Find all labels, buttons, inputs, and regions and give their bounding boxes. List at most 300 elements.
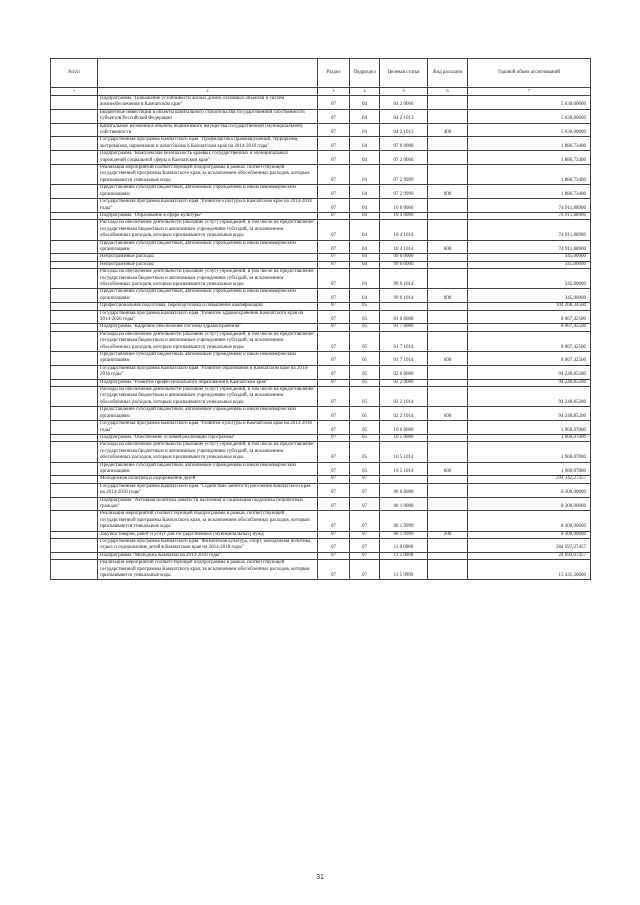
cell-name: Государственная программа Камчатского края "Развитие культуры в Камчатском крае на 2014-2018 годы" [98, 199, 318, 213]
cell-annual-volume: 74 911,88900 [468, 240, 591, 254]
cell-num [51, 199, 98, 213]
cell-target-article: 04 2 0000 [380, 96, 428, 110]
cell-podrazdel: 05 [350, 421, 380, 435]
table-row [51, 310, 591, 324]
cell-podrazdel: 05 [350, 434, 380, 441]
cell-num [51, 269, 98, 289]
cell-expense-type [428, 497, 468, 511]
cell-podrazdel: 07 [350, 539, 380, 553]
cell-name: Молодежная политика и оздоровление детей [98, 476, 318, 483]
cell-podrazdel: 07 [350, 511, 380, 531]
cell-name: Предоставление субсидий бюджетным, автономным учреждениям и иным некоммерческим организациям [98, 240, 318, 254]
table-row [51, 303, 591, 310]
cell-podrazdel: 04 [350, 109, 380, 123]
cell-podrazdel: 04 [350, 199, 380, 213]
table-row [51, 497, 591, 511]
cell-annual-volume: 8 300,00000 [468, 511, 591, 531]
table-row [51, 552, 591, 559]
cell-num [51, 240, 98, 254]
table-row [51, 462, 591, 476]
cell-razdel: 07 [318, 240, 350, 254]
cell-annual-volume: 1 886,73400 [468, 151, 591, 165]
cell-num [51, 165, 98, 185]
cell-target-article: 01 0 0000 [380, 310, 428, 324]
cell-num [51, 476, 98, 483]
cell-razdel: 07 [318, 387, 350, 407]
table-row [51, 387, 591, 407]
cell-expense-type [428, 199, 468, 213]
cell-razdel: 07 [318, 434, 350, 441]
cell-name: Предоставление субсидий бюджетным, автономным учреждениям и иным некоммерческим организациям [98, 352, 318, 366]
cell-podrazdel: 04 [350, 137, 380, 151]
cell-expense-type [428, 483, 468, 497]
cell-name: Расходы на обеспечение деятельности (оказание услуг) учреждений, в том числе на предоставление государственным бюджетным и автономным учреждениям субсидий, за исключением обособленных расходов, которым присваиваются уникальные коды [98, 220, 318, 240]
cell-podrazdel: 04 [350, 261, 380, 268]
table-row [51, 109, 591, 123]
cell-razdel: 07 [318, 476, 350, 483]
cell-num [51, 434, 98, 441]
cell-name: Непрограммные расходы [98, 254, 318, 261]
cell-num [51, 379, 98, 386]
column-number: 4 [350, 88, 380, 96]
cell-razdel: 07 [318, 212, 350, 219]
cell-num [51, 324, 98, 331]
cell-podrazdel: 07 [350, 531, 380, 538]
cell-podrazdel: 05 [350, 331, 380, 351]
cell-annual-volume: 1 960,07000 [468, 434, 591, 441]
cell-name: Подпрограмма "Кадровое обеспечение системы здравоохранения" [98, 324, 318, 331]
cell-razdel: 07 [318, 310, 350, 324]
cell-target-article: 07 2 0000 [380, 151, 428, 165]
cell-num [51, 261, 98, 268]
cell-name: Подпрограмма "Развитие профессионального образования в Камчатском крае" [98, 379, 318, 386]
cell-expense-type [428, 151, 468, 165]
table-row [51, 511, 591, 531]
cell-num [51, 289, 98, 303]
document-page [50, 58, 590, 580]
table-row [51, 254, 591, 261]
cell-target-article: 99 0 1014 [380, 289, 428, 303]
cell-num [51, 96, 98, 110]
cell-annual-volume: 345,00000 [468, 289, 591, 303]
cell-annual-volume: 104 268,34500 [468, 303, 591, 310]
cell-name: Реализация мероприятий соответствующей подпрограммы в рамках соответствующей государственной программы Камчатского края, за исключением обособленных расходов, которым присваиваются уникальные коды [98, 560, 318, 580]
cell-razdel: 07 [318, 220, 350, 240]
cell-annual-volume: 345,00000 [468, 269, 591, 289]
cell-target-article: 01 7 1014 [380, 331, 428, 351]
cell-expense-type [428, 109, 468, 123]
cell-expense-type [428, 476, 468, 483]
column-number: 5 [380, 88, 428, 96]
cell-expense-type [428, 212, 468, 219]
cell-num [51, 531, 98, 538]
cell-num [51, 442, 98, 462]
cell-num [51, 552, 98, 559]
cell-name: Подпрограмма "Повышение устойчивости жилых домов, основных объектов и систем жизнеобеспечения в Камчатском крае" [98, 96, 318, 110]
cell-name: Государственная программа Камчатского края "Развитие культуры в Камчатском крае на 2014-2018 годы" [98, 421, 318, 435]
cell-podrazdel: 04 [350, 240, 380, 254]
table-row [51, 560, 591, 580]
cell-num [51, 387, 98, 407]
header-num: №п/п [51, 59, 98, 88]
table-row [51, 407, 591, 421]
table-body [51, 96, 591, 580]
cell-expense-type [428, 165, 468, 185]
header-row [51, 59, 591, 88]
cell-target-article: 99 0 1014 [380, 269, 428, 289]
cell-target-article: 02 2 0000 [380, 379, 428, 386]
cell-razdel: 07 [318, 352, 350, 366]
cell-target-article: 04 2 1013 [380, 109, 428, 123]
cell-razdel: 07 [318, 539, 350, 553]
cell-num [51, 560, 98, 580]
cell-annual-volume: 1 886,73400 [468, 137, 591, 151]
cell-name: Подпрограмма "Активная политика занятости населения и социальная поддержка безработных граждан" [98, 497, 318, 511]
cell-podrazdel: 05 [350, 379, 380, 386]
cell-expense-type [428, 434, 468, 441]
cell-target-article: 07 2 9999 [380, 185, 428, 199]
table-row [51, 151, 591, 165]
cell-name: Государственная программа Камчатского края "Профилактика правонарушений, терроризма, экстремизма, наркомании и алкоголизма в Камчатском крае на 2014-2018 годы" [98, 137, 318, 151]
cell-name: Расходы на обеспечение деятельности (оказание услуг) учреждений, в том числе на предоставление государственным бюджетным и автономным учреждениям субсидий, за исключением обособленных расходов, которым присваиваются уникальные коды [98, 442, 318, 462]
cell-annual-volume: 294 342,27457 [468, 476, 591, 483]
table-row [51, 442, 591, 462]
cell-annual-volume: 5 630,00000 [468, 96, 591, 110]
header-razdel: Раздел [318, 59, 350, 88]
cell-razdel: 07 [318, 109, 350, 123]
cell-podrazdel: 05 [350, 310, 380, 324]
cell-razdel: 07 [318, 365, 350, 379]
page-number: 31 [316, 874, 324, 881]
cell-expense-type [428, 254, 468, 261]
cell-num [51, 303, 98, 310]
cell-name: Подпрограмма "Образование в сфере культуры" [98, 212, 318, 219]
cell-podrazdel: 05 [350, 303, 380, 310]
cell-target-article: 11 5 0000 [380, 552, 428, 559]
cell-name: Предоставление субсидий бюджетным, автономным учреждениям и иным некоммерческим организациям [98, 407, 318, 421]
cell-podrazdel: 04 [350, 151, 380, 165]
table-row [51, 421, 591, 435]
cell-num [51, 407, 98, 421]
table-row [51, 269, 591, 289]
cell-annual-volume: 8 067,42500 [468, 352, 591, 366]
cell-name: Расходы на обеспечение деятельности (оказание услуг) учреждений, в том числе на предоставление государственным бюджетным и автономным учреждениям субсидий, за исключением обособленных расходов, которым присваиваются уникальные коды [98, 331, 318, 351]
table-row [51, 352, 591, 366]
budget-table [50, 58, 591, 580]
cell-expense-type [428, 324, 468, 331]
cell-num [51, 123, 98, 137]
cell-annual-volume: 284 597,27457 [468, 539, 591, 553]
cell-podrazdel: 04 [350, 185, 380, 199]
cell-name: Реализация мероприятий соответствующей подпрограммы в рамках соответствующей государственной программы Камчатского края, за исключением обособленных расходов, которым присваиваются уникальные коды [98, 511, 318, 531]
cell-razdel: 07 [318, 407, 350, 421]
cell-razdel: 07 [318, 185, 350, 199]
cell-target-article: 01 7 0000 [380, 324, 428, 331]
cell-expense-type [428, 552, 468, 559]
column-number: 2 [98, 88, 318, 96]
cell-num [51, 109, 98, 123]
cell-name: Государственная программа Камчатского края "Развитие образования в Камчатском крае на 2014-2016 годы" [98, 365, 318, 379]
cell-name: Непрограммные расходы [98, 261, 318, 268]
cell-annual-volume: 74 911,88900 [468, 220, 591, 240]
table-row [51, 137, 591, 151]
cell-razdel: 07 [318, 379, 350, 386]
cell-razdel: 07 [318, 324, 350, 331]
cell-annual-volume: 1 886,73400 [468, 185, 591, 199]
cell-podrazdel: 05 [350, 462, 380, 476]
cell-podrazdel: 07 [350, 560, 380, 580]
cell-annual-volume: 8 300,00000 [468, 483, 591, 497]
cell-expense-type [428, 220, 468, 240]
cell-expense-type: 600 [428, 289, 468, 303]
column-number: 6 [428, 88, 468, 96]
table-row [51, 539, 591, 553]
cell-target-article: 10 4 1014 [380, 220, 428, 240]
cell-annual-volume: 1 960,07000 [468, 442, 591, 462]
cell-expense-type [428, 261, 468, 268]
table-row [51, 434, 591, 441]
cell-name: Расходы на обеспечение деятельности (оказание услуг) учреждений, в том числе на предоставление государственным бюджетным и автономным учреждениям субсидий, за исключением обособленных расходов, которым присваиваются уникальные коды [98, 269, 318, 289]
cell-expense-type: 600 [428, 185, 468, 199]
cell-annual-volume: 5 630,00000 [468, 123, 591, 137]
cell-target-article [380, 303, 428, 310]
table-row [51, 220, 591, 240]
cell-expense-type [428, 387, 468, 407]
cell-name: Бюджетные инвестиции в объекты капитального строительства государственной собственности субъектов Российской Федерации [98, 109, 318, 123]
cell-annual-volume: 94 240,85200 [468, 407, 591, 421]
cell-razdel: 07 [318, 261, 350, 268]
cell-name: Подпрограмма "Комплексная безопасность краевых государственных и муниципальных учреждений социальной сферы в Камчатском крае" [98, 151, 318, 165]
cell-razdel: 07 [318, 497, 350, 511]
cell-name: Предоставление субсидий бюджетным, автономным учреждениям и иным некоммерческим организациям [98, 185, 318, 199]
cell-target-article: 06 1 0000 [380, 497, 428, 511]
cell-annual-volume: 8 300,00000 [468, 497, 591, 511]
cell-annual-volume: 94 240,85200 [468, 379, 591, 386]
cell-podrazdel: 04 [350, 254, 380, 261]
cell-expense-type [428, 379, 468, 386]
cell-name: Государственная программа Камчатского края "Физическая культура, спорт, молодежная политика, отдых и оздоровление детей в Камчатском крае на 2014-2018 годы" [98, 539, 318, 553]
cell-annual-volume: 8 067,42500 [468, 310, 591, 324]
cell-num [51, 220, 98, 240]
cell-annual-volume: 8 300,00000 [468, 531, 591, 538]
table-row [51, 165, 591, 185]
cell-num [51, 254, 98, 261]
cell-target-article: 99 0 0000 [380, 261, 428, 268]
table-row [51, 261, 591, 268]
cell-target-article: 10 0 0000 [380, 199, 428, 213]
cell-expense-type [428, 310, 468, 324]
cell-target-article: 10 5 0000 [380, 434, 428, 441]
cell-razdel: 07 [318, 531, 350, 538]
cell-expense-type: 200 [428, 531, 468, 538]
cell-razdel: 07 [318, 552, 350, 559]
cell-name: Подпрограмма "Обеспечение условий реализации Программы" [98, 434, 318, 441]
cell-target-article: 10 4 1014 [380, 240, 428, 254]
cell-razdel: 07 [318, 269, 350, 289]
cell-razdel: 07 [318, 96, 350, 110]
cell-target-article: 10 0 0000 [380, 421, 428, 435]
table-row [51, 379, 591, 386]
cell-podrazdel: 04 [350, 96, 380, 110]
cell-num [51, 365, 98, 379]
cell-target-article: 06 0 0000 [380, 483, 428, 497]
cell-name: Реализация мероприятий соответствующей подпрограммы в рамках соответствующей государственной программы Камчатского края, за исключением обособленных расходов, которым присваиваются уникальные коды [98, 165, 318, 185]
cell-annual-volume: 1 960,07000 [468, 421, 591, 435]
cell-num [51, 137, 98, 151]
cell-target-article: 02 2 1014 [380, 387, 428, 407]
table-row [51, 240, 591, 254]
cell-podrazdel: 05 [350, 442, 380, 462]
cell-podrazdel: 07 [350, 483, 380, 497]
cell-razdel: 07 [318, 483, 350, 497]
cell-razdel: 07 [318, 462, 350, 476]
cell-expense-type [428, 511, 468, 531]
cell-num [51, 497, 98, 511]
cell-razdel: 07 [318, 165, 350, 185]
cell-expense-type [428, 331, 468, 351]
table-row [51, 531, 591, 538]
cell-num [51, 331, 98, 351]
cell-razdel: 07 [318, 331, 350, 351]
header-target-article: Целевая статья [380, 59, 428, 88]
cell-name: Предоставление субсидий бюджетным, автономным учреждениям и иным некоммерческим организациям [98, 289, 318, 303]
header-annual-volume: Годовой объем ассигнований [468, 59, 591, 88]
cell-razdel: 07 [318, 199, 350, 213]
cell-podrazdel: 05 [350, 352, 380, 366]
cell-razdel: 07 [318, 137, 350, 151]
cell-podrazdel: 04 [350, 289, 380, 303]
cell-podrazdel: 04 [350, 269, 380, 289]
cell-annual-volume: 24 694,67457 [468, 552, 591, 559]
cell-target-article [380, 476, 428, 483]
cell-podrazdel: 05 [350, 324, 380, 331]
cell-razdel: 07 [318, 289, 350, 303]
cell-annual-volume: 1 886,73400 [468, 165, 591, 185]
cell-razdel: 07 [318, 303, 350, 310]
cell-podrazdel: 07 [350, 497, 380, 511]
cell-target-article: 02 0 0000 [380, 365, 428, 379]
cell-name: Государственная программа Камчатского края "Развитие здравоохранения Камчатского края на 2014-2020 годы" [98, 310, 318, 324]
header-podrazdel: Подраздел [350, 59, 380, 88]
table-row [51, 96, 591, 110]
cell-target-article: 04 2 1013 [380, 123, 428, 137]
cell-target-article: 02 2 1014 [380, 407, 428, 421]
cell-target-article: 11 0 0000 [380, 539, 428, 553]
cell-target-article: 10 5 1014 [380, 462, 428, 476]
cell-target-article: 06 1 9999 [380, 531, 428, 538]
column-number-row [51, 88, 591, 96]
cell-num [51, 483, 98, 497]
cell-target-article: 11 5 9999 [380, 560, 428, 580]
cell-podrazdel: 05 [350, 365, 380, 379]
cell-annual-volume: 94 240,85200 [468, 387, 591, 407]
table-row [51, 123, 591, 137]
cell-annual-volume: 8 067,42500 [468, 331, 591, 351]
column-number: 3 [318, 88, 350, 96]
cell-name: Расходы на обеспечение деятельности (оказание услуг) учреждений, в том числе на предоставление государственным бюджетным и автономным учреждениям субсидий, за исключением обособленных расходов, которым присваиваются уникальные коды [98, 387, 318, 407]
cell-expense-type [428, 137, 468, 151]
cell-expense-type: 600 [428, 240, 468, 254]
cell-annual-volume: 345,00000 [468, 254, 591, 261]
cell-expense-type: 600 [428, 407, 468, 421]
cell-num [51, 462, 98, 476]
cell-annual-volume: 5 630,00000 [468, 109, 591, 123]
header-name [98, 59, 318, 88]
table-row [51, 289, 591, 303]
cell-razdel: 07 [318, 421, 350, 435]
cell-name: Закупка товаров, работ и услуг для государственных (муниципальных) нужд [98, 531, 318, 538]
cell-name: Капитальные вложения в объекты недвижимого имущества государственной (муниципальной) собственности [98, 123, 318, 137]
cell-name: Профессиональная подготовка, переподготовка и повышение квалификации [98, 303, 318, 310]
cell-name: Государственная программа Камчатского края "Содействие занятости населения Камчатского края на 2014-2018 годы" [98, 483, 318, 497]
cell-num [51, 352, 98, 366]
cell-num [51, 310, 98, 324]
cell-num [51, 212, 98, 219]
cell-target-article: 07 0 0000 [380, 137, 428, 151]
cell-expense-type [428, 96, 468, 110]
cell-razdel: 07 [318, 151, 350, 165]
cell-num [51, 511, 98, 531]
cell-target-article: 07 2 9999 [380, 165, 428, 185]
cell-podrazdel: 07 [350, 476, 380, 483]
cell-expense-type: 600 [428, 462, 468, 476]
cell-podrazdel: 05 [350, 387, 380, 407]
cell-num [51, 539, 98, 553]
column-number: 1 [51, 88, 98, 96]
cell-target-article: 06 1 9999 [380, 511, 428, 531]
cell-razdel: 07 [318, 123, 350, 137]
cell-razdel: 07 [318, 511, 350, 531]
cell-name: Подпрограмма "Молодежь Камчатки на 2014-2018 годы" [98, 552, 318, 559]
cell-expense-type [428, 539, 468, 553]
header-expense-type: Вид расходов [428, 59, 468, 88]
cell-annual-volume: 15 431,26000 [468, 560, 591, 580]
cell-podrazdel: 07 [350, 552, 380, 559]
table-row [51, 483, 591, 497]
cell-num [51, 421, 98, 435]
cell-podrazdel: 04 [350, 123, 380, 137]
table-row [51, 212, 591, 219]
column-number: 7 [468, 88, 591, 96]
cell-expense-type [428, 303, 468, 310]
cell-target-article: 10 4 0000 [380, 212, 428, 219]
table-row [51, 199, 591, 213]
cell-podrazdel: 04 [350, 212, 380, 219]
table-row [51, 331, 591, 351]
cell-expense-type [428, 365, 468, 379]
cell-podrazdel: 04 [350, 165, 380, 185]
cell-target-article: 01 7 1014 [380, 352, 428, 366]
cell-expense-type [428, 442, 468, 462]
cell-podrazdel: 05 [350, 407, 380, 421]
cell-razdel: 07 [318, 442, 350, 462]
cell-podrazdel: 04 [350, 220, 380, 240]
cell-razdel: 07 [318, 560, 350, 580]
cell-target-article: 99 0 0000 [380, 254, 428, 261]
cell-razdel: 07 [318, 254, 350, 261]
cell-expense-type [428, 421, 468, 435]
cell-annual-volume: 74 911,88900 [468, 212, 591, 219]
cell-num [51, 185, 98, 199]
cell-expense-type: 400 [428, 123, 468, 137]
cell-annual-volume: 8 067,42500 [468, 324, 591, 331]
table-row [51, 185, 591, 199]
table-row [51, 476, 591, 483]
cell-annual-volume: 94 240,85200 [468, 365, 591, 379]
cell-expense-type [428, 560, 468, 580]
table-row [51, 324, 591, 331]
cell-target-article: 10 5 1014 [380, 442, 428, 462]
